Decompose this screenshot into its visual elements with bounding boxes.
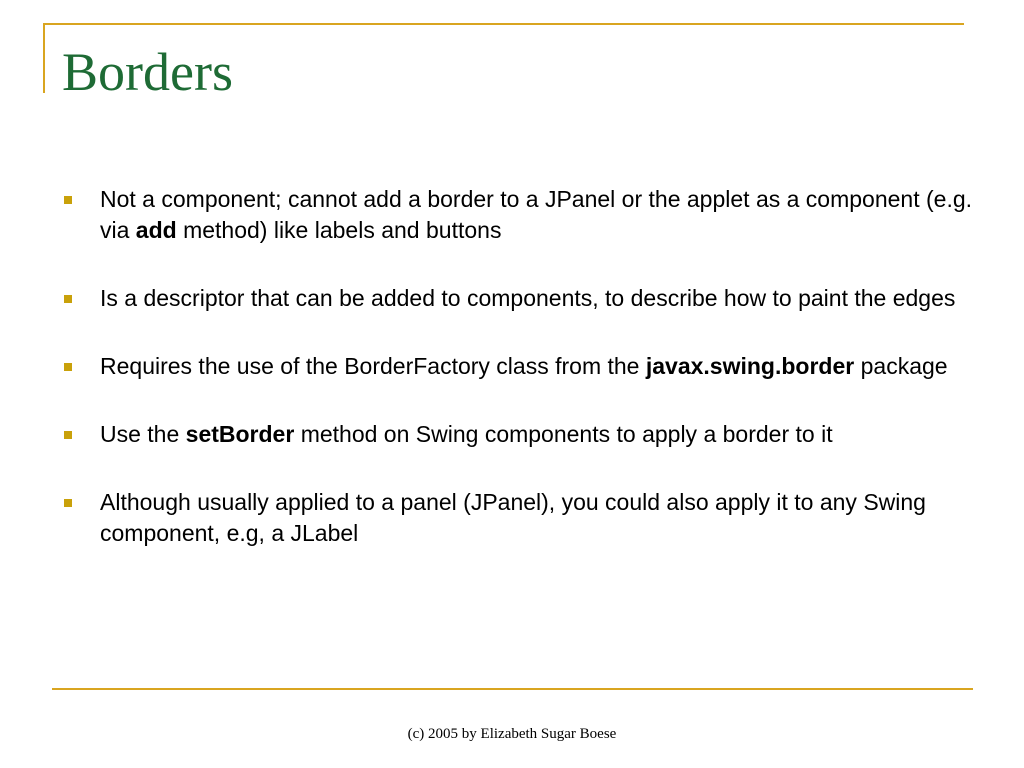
bullet-list [64, 184, 974, 586]
bottom-border-rule [52, 688, 973, 690]
square-bullet-icon [64, 363, 72, 371]
bullet-item [64, 184, 974, 246]
slide-footer [0, 726, 1024, 743]
bullet-text-segment: Is a descriptor that can be added to components, to describe how to paint the edges [100, 285, 956, 311]
square-bullet-icon [64, 499, 72, 507]
square-bullet-icon [64, 196, 72, 204]
left-border-rule [43, 23, 45, 93]
bullet-bold-term: setBorder [185, 421, 295, 447]
square-bullet-icon [64, 295, 72, 303]
bullet-text-segment: Not a component; cannot add a border to a JPanel or the applet as a component (e.g. via [100, 186, 973, 243]
bullet-item [64, 419, 974, 450]
bullet-bold-term: javax.swing.border [645, 353, 855, 379]
bullet-text [100, 489, 926, 546]
slide-title: Borders [62, 42, 233, 102]
bullet-text [100, 353, 948, 379]
bullet-text-segment: Use the [100, 421, 186, 447]
bullet-item [64, 351, 974, 382]
bullet-text [100, 186, 972, 243]
square-bullet-icon [64, 431, 72, 439]
bullet-text [100, 285, 955, 311]
bullet-text-segment: method) like labels and buttons [176, 217, 502, 243]
bullet-text [100, 421, 833, 447]
bullet-item [64, 283, 974, 314]
footer-copyright: (c) 2005 by Elizabeth Sugar Boese [407, 726, 617, 742]
top-border-rule [43, 23, 964, 25]
bullet-text-segment: package [854, 353, 948, 379]
bullet-item [64, 487, 974, 549]
bullet-bold-term: add [135, 217, 177, 243]
bullet-text-segment: method on Swing components to apply a border to it [294, 421, 833, 447]
bullet-text-segment: Although usually applied to a panel (JPanel), you could also apply it to any Swing component, e.g, a JLabel [100, 489, 926, 546]
bullet-text-segment: Requires the use of the BorderFactory class from the [100, 353, 646, 379]
